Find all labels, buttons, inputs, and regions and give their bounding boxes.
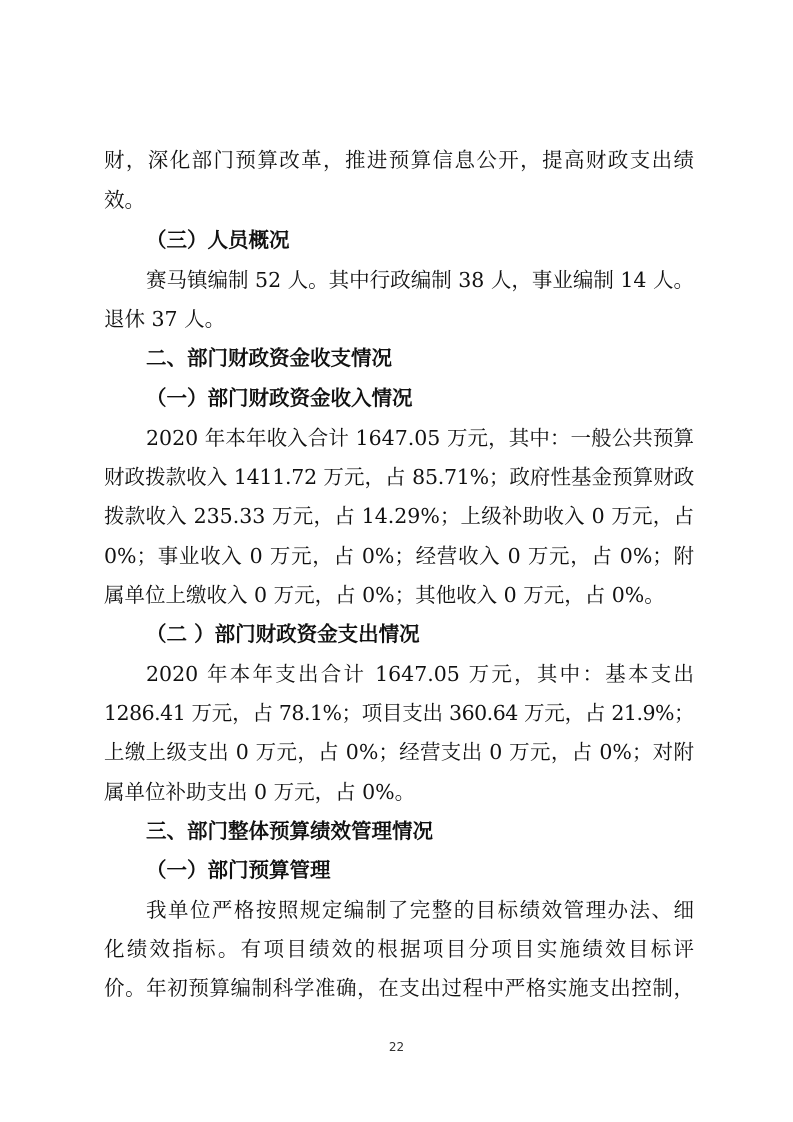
subsection-heading: （三）人员概况 [146, 228, 290, 252]
body-text-line: 财政拨款收入 1411.72 万元，占 85.71%；政府性基金预算财政 [104, 465, 694, 489]
body-text-line: 上缴上级支出 0 万元，占 0%；经营支出 0 万元，占 0%；对附 [104, 740, 694, 764]
subsection-heading: （一）部门财政资金收入情况 [146, 386, 413, 410]
body-text-line: 1286.41 万元，占 78.1%；项目支出 360.64 万元，占 21.9%； [104, 701, 694, 725]
body-text-line: 退休 37 人。 [104, 307, 226, 331]
body-text-line: 属单位上缴收入 0 万元，占 0%；其他收入 0 万元，占 0%。 [104, 583, 665, 607]
body-text-line: 我单位严格按照规定编制了完整的目标绩效管理办法、细 [146, 898, 694, 922]
body-text-line: 化绩效指标。有项目绩效的根据项目分项目实施绩效目标评 [104, 937, 694, 961]
body-text-line: 2020 年本年收入合计 1647.05 万元，其中：一般公共预算 [146, 426, 694, 450]
body-text-line: 0%；事业收入 0 万元，占 0%；经营收入 0 万元，占 0%；附 [104, 544, 694, 568]
body-text-line: 赛马镇编制 52 人。其中行政编制 38 人，事业编制 14 人。 [146, 268, 694, 292]
subsection-heading: （二 ）部门财政资金支出情况 [146, 622, 420, 646]
page-number: 22 [388, 1040, 405, 1054]
body-text-line: 效。 [104, 188, 145, 212]
subsection-heading: （一）部门预算管理 [146, 858, 331, 882]
body-text-line: 2020 年本年支出合计 1647.05 万元，其中：基本支出 [146, 662, 694, 686]
body-text-line: 财，深化部门预算改革，推进预算信息公开，提高财政支出绩 [104, 148, 694, 172]
body-text-line: 拨款收入 235.33 万元，占 14.29%；上级补助收入 0 万元，占 [104, 504, 694, 528]
section-heading: 三、部门整体预算绩效管理情况 [146, 819, 433, 843]
section-heading: 二、部门财政资金收支情况 [146, 346, 392, 370]
body-text-line: 价。年初预算编制科学准确，在支出过程中严格实施支出控制， [104, 976, 694, 1000]
body-text-line: 属单位补助支出 0 万元，占 0%。 [104, 780, 416, 804]
